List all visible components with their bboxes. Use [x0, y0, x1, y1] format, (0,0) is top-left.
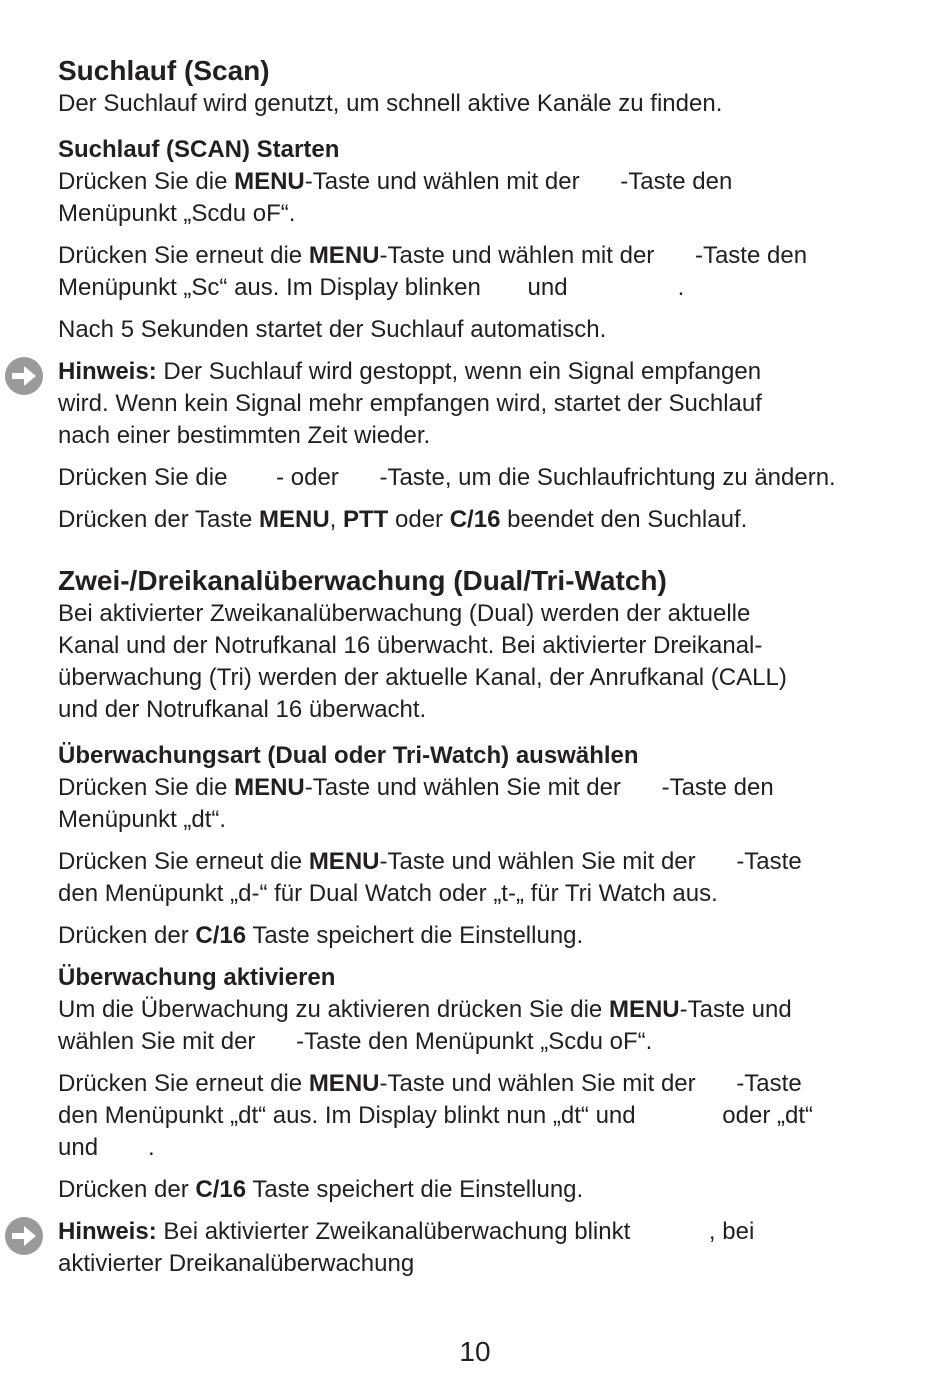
- c16-key-label: C/16: [195, 922, 247, 949]
- watch-note: [58, 1216, 918, 1280]
- text: Drücken der: [58, 1176, 196, 1203]
- scan-start-title: Suchlauf (SCAN) Starten: [58, 136, 340, 163]
- text: -Taste: [736, 1070, 802, 1097]
- text: wird. Wenn kein Signal mehr empfangen wird, startet der Suchlauf: [58, 390, 762, 417]
- note-label: Hinweis:: [58, 358, 157, 385]
- text: -Taste den: [620, 168, 733, 195]
- text: -Taste und wählen mit der: [304, 168, 587, 195]
- text: -Taste den Menüpunkt „Scdu oF“.: [296, 1028, 653, 1055]
- text: -Taste und: [679, 996, 792, 1023]
- text: oder „dt“: [722, 1102, 813, 1129]
- text: und: [527, 274, 568, 301]
- text: Bei aktivierter Zweikanalüberwachung (Dual) werden der aktuelle: [58, 600, 751, 627]
- text: -Taste und wählen Sie mit der: [379, 848, 703, 875]
- scan-step-2: [58, 240, 918, 304]
- watch-title: Zwei-/Dreikanalüberwachung (Dual/Tri-Watch): [58, 565, 667, 596]
- text: und: [58, 1134, 99, 1161]
- text: Kanal und der Notrufkanal 16 überwacht. Bei aktivierter Dreikanal-: [58, 632, 763, 659]
- text: -Taste und wählen mit der: [379, 242, 661, 269]
- scan-step-5: [58, 504, 918, 536]
- menu-key-label: MENU: [308, 848, 380, 875]
- text: Drücken Sie erneut die: [58, 1070, 309, 1097]
- scan-note: [58, 356, 918, 452]
- menu-key-label: MENU: [234, 774, 305, 801]
- text: -Taste: [736, 848, 802, 875]
- text: , bei: [708, 1218, 755, 1245]
- menu-key-label: MENU: [308, 242, 380, 269]
- text: .: [148, 1134, 155, 1161]
- text: -Taste den: [661, 774, 774, 801]
- text: oder: [388, 506, 450, 533]
- text: Menüpunkt „dt“.: [58, 806, 227, 833]
- watch-mode-title: Überwachungsart (Dual oder Tri-Watch) auswählen: [58, 742, 639, 769]
- text: -Taste den: [694, 242, 808, 269]
- arrow-right-circle-icon: [4, 356, 44, 396]
- watch-activate-step-3: [58, 1174, 918, 1206]
- text: Taste speichert die Einstellung.: [246, 1176, 584, 1203]
- text: überwachung (Tri) werden der aktuelle Kanal, der Anrufkanal (CALL): [58, 664, 787, 691]
- text: Drücken der: [58, 922, 196, 949]
- watch-activate-step-1: [58, 994, 918, 1058]
- text: - oder: [276, 464, 346, 491]
- text: -Taste und wählen Sie mit der: [379, 1070, 703, 1097]
- text: -Taste, um die Suchlaufrichtung zu ändern.: [379, 464, 836, 491]
- text: beendet den Suchlauf.: [500, 506, 748, 533]
- watch-mode-step-2: [58, 846, 918, 910]
- text: wählen Sie mit der: [58, 1028, 263, 1055]
- c16-key-label: C/16: [449, 506, 501, 533]
- text: Taste speichert die Einstellung.: [246, 922, 584, 949]
- watch-mode-step-1: [58, 772, 918, 836]
- page-number: 10: [459, 1336, 491, 1367]
- menu-key-label: MENU: [259, 506, 330, 533]
- scan-title: Suchlauf (Scan): [58, 55, 270, 86]
- text: Drücken Sie die: [58, 774, 235, 801]
- watch-activate-step-2: [58, 1068, 918, 1164]
- manual-page: [58, 54, 918, 1290]
- text: und der Notrufkanal 16 überwacht.: [58, 696, 427, 723]
- scan-step-3: Nach 5 Sekunden startet der Suchlauf automatisch.: [58, 316, 607, 343]
- watch-activate-title: Überwachung aktivieren: [58, 964, 336, 991]
- text: Menüpunkt „Scdu oF“.: [58, 200, 296, 227]
- text: Drücken Sie die: [58, 168, 235, 195]
- text: Bei aktivierter Zweikanalüberwachung blinkt: [156, 1218, 637, 1245]
- text: Drücken Sie die: [58, 464, 235, 491]
- text: .: [677, 274, 685, 301]
- text: Der Suchlauf wird gestoppt, wenn ein Signal empfangen: [156, 358, 762, 385]
- text: den Menüpunkt „d-“ für Dual Watch oder „t-„ für Tri Watch aus.: [58, 880, 718, 907]
- text: Drücken Sie erneut die: [58, 242, 309, 269]
- text: Menüpunkt „Sc“ aus. Im Display blinken: [58, 274, 488, 301]
- watch-mode-step-3: [58, 920, 918, 952]
- scan-step-4: [58, 462, 918, 494]
- text: aktivierter Dreikanalüberwachung: [58, 1250, 415, 1277]
- arrow-right-circle-icon: [4, 1216, 44, 1256]
- menu-key-label: MENU: [308, 1070, 380, 1097]
- ptt-key-label: PTT: [343, 506, 389, 533]
- scan-step-1: [58, 166, 918, 230]
- scan-intro: Der Suchlauf wird genutzt, um schnell aktive Kanäle zu finden.: [58, 90, 723, 117]
- text: nach einer bestimmten Zeit wieder.: [58, 422, 431, 449]
- note-label: Hinweis:: [58, 1218, 157, 1245]
- c16-key-label: C/16: [195, 1176, 247, 1203]
- watch-intro: [58, 598, 918, 726]
- text: Um die Überwachung zu aktivieren drücken Sie die: [58, 996, 609, 1023]
- menu-key-label: MENU: [234, 168, 305, 195]
- text: den Menüpunkt „dt“ aus. Im Display blinkt nun „dt“ und: [58, 1102, 643, 1129]
- text: ,: [329, 506, 344, 533]
- text: Drücken Sie erneut die: [58, 848, 309, 875]
- menu-key-label: MENU: [608, 996, 680, 1023]
- text: -Taste und wählen Sie mit der: [304, 774, 628, 801]
- text: Drücken der Taste: [58, 506, 259, 533]
